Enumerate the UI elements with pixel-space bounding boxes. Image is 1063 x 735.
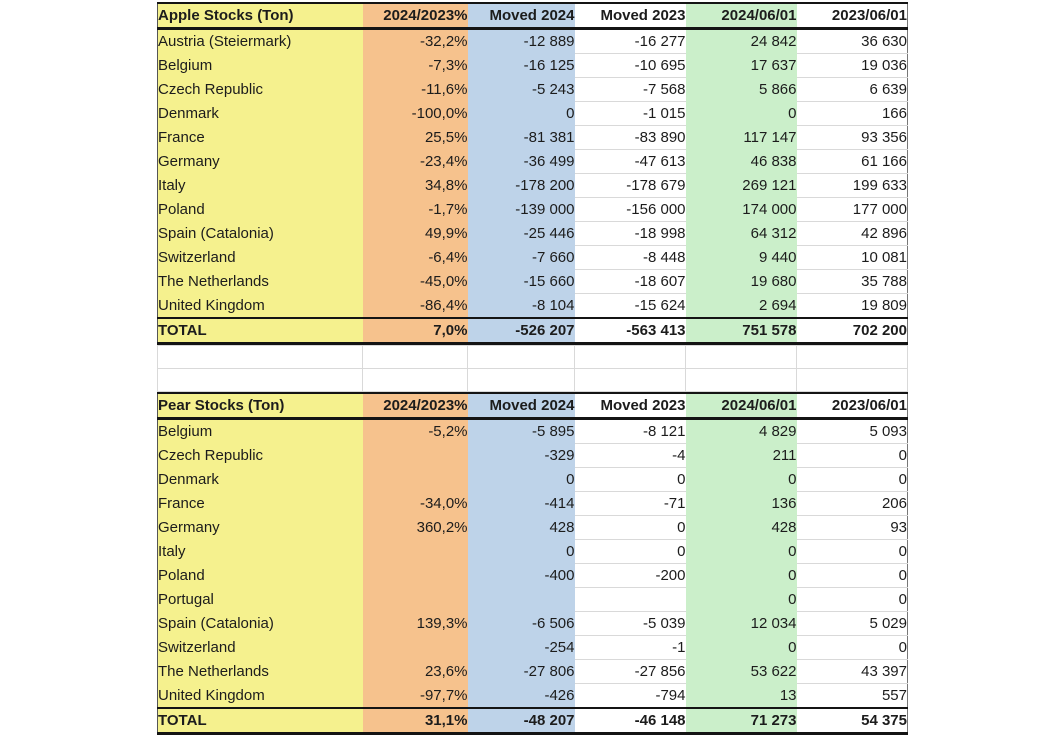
empty-cell[interactable] (797, 346, 908, 369)
total-value-cell[interactable]: 7,0% (363, 318, 468, 344)
value-cell[interactable]: 34,8% (363, 174, 468, 198)
total-value-cell[interactable]: 54 375 (797, 708, 908, 734)
value-cell[interactable]: 0 (686, 468, 797, 492)
value-cell[interactable]: 46 838 (686, 150, 797, 174)
value-cell[interactable]: 17 637 (686, 54, 797, 78)
value-cell[interactable] (363, 636, 468, 660)
value-cell[interactable]: 4 829 (686, 419, 797, 444)
value-cell[interactable]: -18 998 (575, 222, 686, 246)
value-cell[interactable]: -1 (575, 636, 686, 660)
value-cell[interactable]: 139,3% (363, 612, 468, 636)
value-cell[interactable]: 428 (468, 516, 575, 540)
value-cell[interactable]: -794 (575, 684, 686, 709)
value-cell[interactable]: 0 (797, 588, 908, 612)
table-row (158, 516, 908, 540)
column-header: Moved 2023 (575, 393, 686, 419)
empty-spacer-rows (157, 345, 908, 392)
table-row (158, 198, 908, 222)
country-cell[interactable]: Austria (Steiermark) (158, 29, 363, 54)
total-value-cell[interactable]: -526 207 (468, 318, 575, 344)
total-value-cell[interactable]: 31,1% (363, 708, 468, 734)
pear-stocks-table (157, 392, 908, 735)
value-cell[interactable]: 0 (686, 540, 797, 564)
table-row (158, 444, 908, 468)
value-cell[interactable]: 42 896 (797, 222, 908, 246)
table-title: Apple Stocks (Ton) (158, 3, 363, 29)
value-cell[interactable]: 0 (575, 516, 686, 540)
table-row (158, 492, 908, 516)
value-cell[interactable]: 360,2% (363, 516, 468, 540)
country-cell[interactable]: Germany (158, 516, 363, 540)
column-header: 2023/06/01 (797, 3, 908, 29)
value-cell[interactable]: 23,6% (363, 660, 468, 684)
country-cell[interactable]: Belgium (158, 419, 363, 444)
value-cell[interactable]: 269 121 (686, 174, 797, 198)
column-header: 2023/06/01 (797, 393, 908, 419)
value-cell[interactable]: 166 (797, 102, 908, 126)
value-cell[interactable]: 36 630 (797, 29, 908, 54)
country-cell[interactable]: Denmark (158, 102, 363, 126)
value-cell[interactable]: 24 842 (686, 29, 797, 54)
country-cell[interactable]: Czech Republic (158, 78, 363, 102)
value-cell[interactable]: -139 000 (468, 198, 575, 222)
value-cell[interactable]: -7,3% (363, 54, 468, 78)
country-cell[interactable]: Poland (158, 198, 363, 222)
value-cell[interactable]: -426 (468, 684, 575, 709)
country-cell[interactable]: United Kingdom (158, 684, 363, 709)
value-cell[interactable]: -4 (575, 444, 686, 468)
value-cell[interactable]: 174 000 (686, 198, 797, 222)
value-cell[interactable]: 25,5% (363, 126, 468, 150)
country-cell[interactable]: United Kingdom (158, 294, 363, 319)
value-cell[interactable]: -5 039 (575, 612, 686, 636)
empty-row (158, 369, 908, 392)
value-cell[interactable]: -178 200 (468, 174, 575, 198)
value-cell[interactable]: -6 506 (468, 612, 575, 636)
country-cell[interactable]: France (158, 492, 363, 516)
table-row (158, 612, 908, 636)
value-cell[interactable]: 0 (468, 540, 575, 564)
column-header: 2024/06/01 (686, 393, 797, 419)
value-cell[interactable]: -11,6% (363, 78, 468, 102)
value-cell[interactable]: 6 639 (797, 78, 908, 102)
value-cell[interactable]: 177 000 (797, 198, 908, 222)
value-cell[interactable]: 19 036 (797, 54, 908, 78)
value-cell[interactable]: -32,2% (363, 29, 468, 54)
value-cell[interactable]: -178 679 (575, 174, 686, 198)
value-cell[interactable]: -27 856 (575, 660, 686, 684)
value-cell[interactable]: 35 788 (797, 270, 908, 294)
country-cell[interactable]: Czech Republic (158, 444, 363, 468)
value-cell[interactable]: -8 104 (468, 294, 575, 319)
apple-stocks-table (157, 2, 908, 345)
value-cell[interactable]: -7 660 (468, 246, 575, 270)
table-row (158, 29, 908, 54)
value-cell[interactable]: 0 (575, 468, 686, 492)
column-header: 2024/06/01 (686, 3, 797, 29)
table-row (158, 588, 908, 612)
value-cell[interactable]: -25 446 (468, 222, 575, 246)
country-cell[interactable]: Poland (158, 564, 363, 588)
total-value-cell[interactable]: 702 200 (797, 318, 908, 344)
value-cell[interactable]: 19 680 (686, 270, 797, 294)
table-row (158, 54, 908, 78)
value-cell[interactable]: -400 (468, 564, 575, 588)
country-cell[interactable]: Denmark (158, 468, 363, 492)
table-row (158, 660, 908, 684)
value-cell[interactable]: -7 568 (575, 78, 686, 102)
value-cell[interactable] (363, 564, 468, 588)
table-title: Pear Stocks (Ton) (158, 393, 363, 419)
empty-cell[interactable] (363, 346, 468, 369)
table-row (158, 684, 908, 709)
value-cell[interactable]: 0 (797, 444, 908, 468)
value-cell[interactable]: 5 093 (797, 419, 908, 444)
value-cell[interactable]: -83 890 (575, 126, 686, 150)
value-cell[interactable]: 43 397 (797, 660, 908, 684)
total-value-cell[interactable]: -563 413 (575, 318, 686, 344)
value-cell[interactable]: 9 440 (686, 246, 797, 270)
value-cell[interactable]: -6,4% (363, 246, 468, 270)
value-cell[interactable]: 0 (797, 564, 908, 588)
value-cell[interactable]: -36 499 (468, 150, 575, 174)
table-row (158, 419, 908, 444)
table-row (158, 126, 908, 150)
total-label-cell[interactable]: TOTAL (158, 708, 363, 734)
column-header: Moved 2024 (468, 393, 575, 419)
value-cell[interactable]: -71 (575, 492, 686, 516)
table-row (158, 540, 908, 564)
value-cell[interactable]: -8 448 (575, 246, 686, 270)
value-cell[interactable]: 0 (686, 564, 797, 588)
empty-cell[interactable] (686, 369, 797, 392)
value-cell[interactable]: -27 806 (468, 660, 575, 684)
value-cell[interactable] (363, 468, 468, 492)
total-row (158, 318, 908, 344)
empty-cell[interactable] (686, 346, 797, 369)
value-cell[interactable]: -81 381 (468, 126, 575, 150)
table-row (158, 468, 908, 492)
value-cell[interactable]: -12 889 (468, 29, 575, 54)
value-cell[interactable]: -47 613 (575, 150, 686, 174)
spreadsheet-canvas (157, 2, 907, 735)
value-cell[interactable]: -1 015 (575, 102, 686, 126)
value-cell[interactable]: 61 166 (797, 150, 908, 174)
total-label-cell[interactable]: TOTAL (158, 318, 363, 344)
total-value-cell[interactable]: 71 273 (686, 708, 797, 734)
value-cell[interactable]: -10 695 (575, 54, 686, 78)
value-cell[interactable]: 0 (686, 636, 797, 660)
total-value-cell[interactable]: -48 207 (468, 708, 575, 734)
country-cell[interactable]: Switzerland (158, 246, 363, 270)
total-value-cell[interactable]: 751 578 (686, 318, 797, 344)
header-row (158, 3, 908, 29)
country-cell[interactable]: Portugal (158, 588, 363, 612)
column-header: Moved 2023 (575, 3, 686, 29)
country-cell[interactable]: Italy (158, 174, 363, 198)
column-header: 2024/2023% (363, 393, 468, 419)
value-cell[interactable]: 428 (686, 516, 797, 540)
country-cell[interactable]: The Netherlands (158, 270, 363, 294)
value-cell[interactable]: 211 (686, 444, 797, 468)
value-cell[interactable]: 117 147 (686, 126, 797, 150)
value-cell[interactable]: 0 (797, 540, 908, 564)
country-cell[interactable]: Italy (158, 540, 363, 564)
value-cell[interactable]: 93 (797, 516, 908, 540)
value-cell[interactable]: -254 (468, 636, 575, 660)
value-cell[interactable]: -23,4% (363, 150, 468, 174)
value-cell[interactable]: -45,0% (363, 270, 468, 294)
value-cell[interactable]: 0 (468, 102, 575, 126)
value-cell[interactable]: 49,9% (363, 222, 468, 246)
empty-cell[interactable] (575, 369, 686, 392)
value-cell[interactable]: 0 (686, 102, 797, 126)
value-cell[interactable]: -5 895 (468, 419, 575, 444)
empty-cell[interactable] (363, 369, 468, 392)
empty-cell[interactable] (158, 346, 363, 369)
value-cell[interactable]: -86,4% (363, 294, 468, 319)
value-cell[interactable]: 206 (797, 492, 908, 516)
table-row (158, 102, 908, 126)
country-cell[interactable]: The Netherlands (158, 660, 363, 684)
header-row (158, 393, 908, 419)
table-row (158, 270, 908, 294)
empty-cell[interactable] (158, 369, 363, 392)
value-cell[interactable]: -16 125 (468, 54, 575, 78)
table-row (158, 150, 908, 174)
country-cell[interactable]: France (158, 126, 363, 150)
value-cell[interactable]: -18 607 (575, 270, 686, 294)
value-cell[interactable]: 136 (686, 492, 797, 516)
value-cell[interactable]: -15 624 (575, 294, 686, 319)
value-cell[interactable]: -8 121 (575, 419, 686, 444)
value-cell[interactable]: 93 356 (797, 126, 908, 150)
value-cell[interactable] (468, 588, 575, 612)
value-cell[interactable]: 0 (575, 540, 686, 564)
value-cell[interactable]: -156 000 (575, 198, 686, 222)
value-cell[interactable] (363, 444, 468, 468)
value-cell[interactable]: -5 243 (468, 78, 575, 102)
empty-cell[interactable] (797, 369, 908, 392)
empty-cell[interactable] (468, 346, 575, 369)
empty-cell[interactable] (468, 369, 575, 392)
table-row (158, 78, 908, 102)
column-header: 2024/2023% (363, 3, 468, 29)
value-cell[interactable]: 5 866 (686, 78, 797, 102)
value-cell[interactable]: 0 (797, 468, 908, 492)
country-cell[interactable]: Spain (Catalonia) (158, 222, 363, 246)
value-cell[interactable]: -414 (468, 492, 575, 516)
value-cell[interactable]: -5,2% (363, 419, 468, 444)
value-cell[interactable]: 53 622 (686, 660, 797, 684)
empty-cell[interactable] (575, 346, 686, 369)
value-cell[interactable]: -1,7% (363, 198, 468, 222)
value-cell[interactable]: 2 694 (686, 294, 797, 319)
value-cell[interactable]: 19 809 (797, 294, 908, 319)
value-cell[interactable]: -16 277 (575, 29, 686, 54)
value-cell[interactable]: -15 660 (468, 270, 575, 294)
value-cell[interactable]: 64 312 (686, 222, 797, 246)
value-cell[interactable]: -34,0% (363, 492, 468, 516)
value-cell[interactable]: 0 (686, 588, 797, 612)
table-row (158, 564, 908, 588)
value-cell[interactable]: 0 (797, 636, 908, 660)
value-cell[interactable]: -100,0% (363, 102, 468, 126)
table-row (158, 294, 908, 319)
empty-row (158, 346, 908, 369)
value-cell[interactable]: 13 (686, 684, 797, 709)
value-cell[interactable]: -329 (468, 444, 575, 468)
total-value-cell[interactable]: -46 148 (575, 708, 686, 734)
table-row (158, 222, 908, 246)
value-cell[interactable]: 199 633 (797, 174, 908, 198)
country-cell[interactable]: Germany (158, 150, 363, 174)
value-cell[interactable]: -200 (575, 564, 686, 588)
country-cell[interactable]: Spain (Catalonia) (158, 612, 363, 636)
value-cell[interactable] (363, 588, 468, 612)
table-row (158, 246, 908, 270)
value-cell[interactable]: 10 081 (797, 246, 908, 270)
value-cell[interactable]: -97,7% (363, 684, 468, 709)
country-cell[interactable]: Switzerland (158, 636, 363, 660)
total-row (158, 708, 908, 734)
value-cell[interactable]: 5 029 (797, 612, 908, 636)
value-cell[interactable]: 12 034 (686, 612, 797, 636)
value-cell[interactable]: 0 (468, 468, 575, 492)
value-cell[interactable] (575, 588, 686, 612)
value-cell[interactable]: 557 (797, 684, 908, 709)
table-row (158, 174, 908, 198)
column-header: Moved 2024 (468, 3, 575, 29)
country-cell[interactable]: Belgium (158, 54, 363, 78)
table-row (158, 636, 908, 660)
value-cell[interactable] (363, 540, 468, 564)
